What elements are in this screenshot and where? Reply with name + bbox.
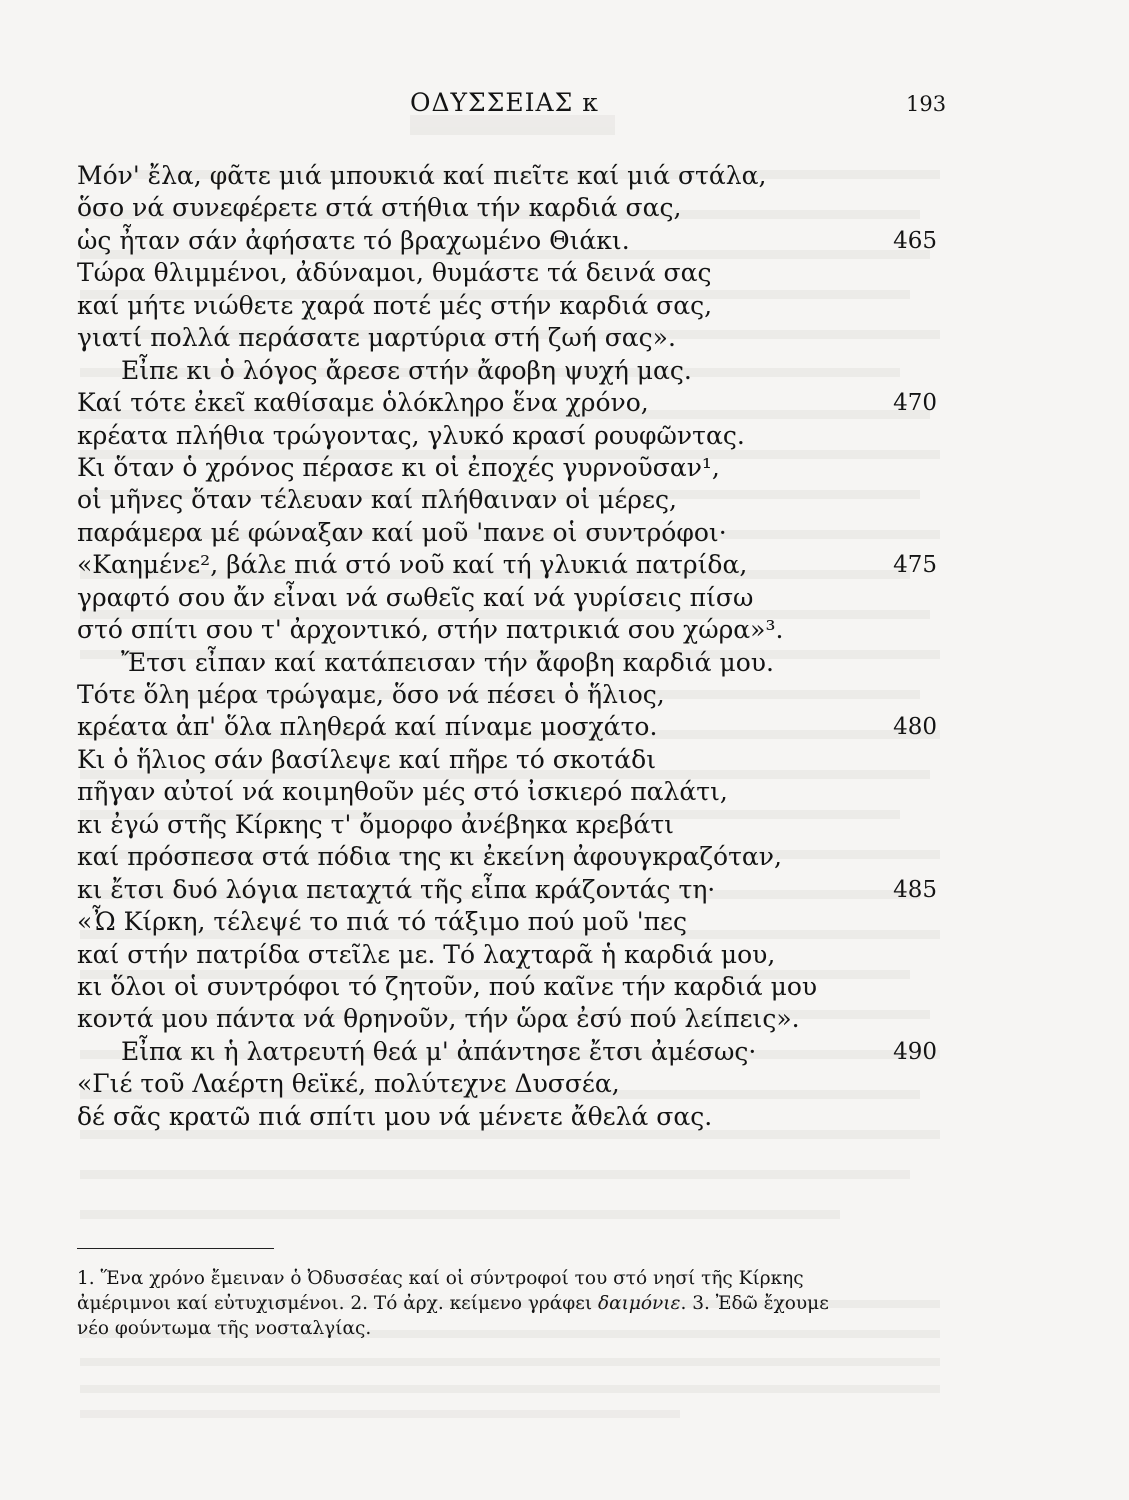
verse-text: γραφτό σου ἄν εἶναι νά σωθεῖς καί νά γυρίσεις πίσω: [77, 582, 754, 612]
verse-line: [77, 355, 947, 387]
verse-line: [77, 257, 947, 289]
verse-line-number: 465: [893, 227, 937, 254]
verse-text: κρέατα πλήθια τρώγοντας, γλυκό κρασί ρουφῶντας.: [77, 420, 745, 450]
footnotes: [77, 1266, 937, 1341]
verse-text: «Ὦ Κίρκη, τέλεψέ το πιά τό τάξιμο πού μοῦ 'πες: [77, 907, 688, 937]
verse-line: [77, 679, 947, 711]
footnote-line: 1. Ἕνα χρόνο ἔμειναν ὁ Ὀδυσσέας καί οἱ σύντροφοί του στό νησί τῆς Κίρκης: [77, 1268, 804, 1289]
verse-line-number: 470: [893, 390, 937, 417]
verse-line: [77, 225, 947, 257]
poem-verses: [77, 160, 947, 1133]
verse-line: [77, 192, 947, 224]
verse-text: «Καημένε², βάλε πιά στό νοῦ καί τή γλυκιά πατρίδα,: [77, 550, 748, 580]
verse-text: Κι ὅταν ὁ χρόνος πέρασε κι οἱ ἐποχές γυρνοῦσαν¹,: [77, 452, 720, 482]
verse-text: Εἶπε κι ὁ λόγος ἄρεσε στήν ἄφοβη ψυχή μας.: [121, 355, 692, 385]
verse-text: «Γιέ τοῦ Λαέρτη θεϊκέ, πολύτεχνε Δυσσέα,: [77, 1069, 620, 1099]
verse-text: Καί τότε ἐκεῖ καθίσαμε ὁλόκληρο ἕνα χρόνο,: [77, 388, 649, 418]
verse-line-number: 490: [893, 1038, 937, 1065]
verse-line: [77, 1068, 947, 1100]
footnote-text: ἀμέριμνοι καί εὐτυχισμένοι. 2. Τό ἀρχ. κείμενο γράφει: [77, 1293, 598, 1314]
verse-line: [77, 387, 947, 419]
verse-line: [77, 484, 947, 516]
page-number: 193: [906, 92, 947, 116]
verse-line: [77, 744, 947, 776]
verse-line: [77, 647, 947, 679]
verse-line: [77, 841, 947, 873]
verse-line-number: 485: [893, 876, 937, 903]
verse-line: [77, 874, 947, 906]
verse-line: [77, 1003, 947, 1035]
footnote-text: . 3. Ἐδῶ ἔχουμε: [680, 1293, 829, 1314]
verse-text: στό σπίτι σου τ' ἀρχοντικό, στήν πατρικιά σου χώρα»³.: [77, 615, 784, 645]
verse-line: [77, 906, 947, 938]
verse-line: [77, 614, 947, 646]
running-header-title: ΟΔΥΣΣΕΙΑΣ κ: [410, 88, 599, 117]
verse-text: οἱ μῆνες ὅταν τέλευαν καί πλήθαιναν οἱ μέρες,: [77, 485, 677, 515]
verse-text: καί στήν πατρίδα στεῖλε με. Τό λαχταρᾶ ἡ καρδιά μου,: [77, 939, 776, 969]
verse-text: ὡς ἦταν σάν ἀφήσατε τό βραχωμένο Θιάκι.: [77, 225, 630, 255]
verse-text: Κι ὁ ἥλιος σάν βασίλεψε καί πῆρε τό σκοτάδι: [77, 744, 657, 774]
verse-line: [77, 290, 947, 322]
verse-line: [77, 776, 947, 808]
verse-text: δέ σᾶς κρατῶ πιά σπίτι μου νά μένετε ἄθελά σας.: [77, 1101, 713, 1131]
footnote-rule: [77, 1248, 274, 1249]
verse-text: κι ἔτσι δυό λόγια πεταχτά τῆς εἶπα κράζοντάς τη·: [77, 874, 716, 904]
verse-text: πῆγαν αὐτοί νά κοιμηθοῦν μές στό ἰσκιερό παλάτι,: [77, 777, 728, 807]
verse-line: [77, 971, 947, 1003]
verse-text: κρέατα ἀπ' ὅλα πληθερά καί πίναμε μοσχάτο.: [77, 712, 658, 742]
verse-text: Ἔτσι εἶπαν καί κατάπεισαν τήν ἄφοβη καρδιά μου.: [121, 647, 774, 677]
verse-text: Μόν' ἔλα, φᾶτε μιά μπουκιά καί πιεῖτε καί μιά στάλα,: [77, 161, 767, 190]
verse-line: [77, 1036, 947, 1068]
verse-text: καί πρόσπεσα στά πόδια της κι ἐκείνη ἀφουγκραζόταν,: [77, 842, 782, 872]
verse-line: [77, 160, 947, 192]
verse-text: κι ἐγώ στῆς Κίρκης τ' ὄμορφο ἀνέβηκα κρεβάτι: [77, 809, 674, 839]
verse-text: ὅσο νά συνεφέρετε στά στήθια τήν καρδιά σας,: [77, 193, 682, 223]
verse-line: [77, 809, 947, 841]
verse-line: [77, 420, 947, 452]
verse-line-number: 480: [893, 714, 937, 741]
verse-text: Τότε ὅλη μέρα τρώγαμε, ὅσο νά πέσει ὁ ἥλιος,: [77, 680, 665, 709]
verse-line: [77, 711, 947, 743]
verse-line-number: 475: [893, 552, 937, 579]
verse-text: γιατί πολλά περάσατε μαρτύρια στή ζωή σας».: [77, 323, 676, 353]
verse-line: [77, 517, 947, 549]
verse-line: [77, 1101, 947, 1133]
verse-text: παράμερα μέ φώναξαν καί μοῦ 'πανε οἱ συντρόφοι·: [77, 517, 727, 547]
verse-text: Τώρα θλιμμένοι, ἀδύναμοι, θυμάστε τά δεινά σας: [77, 258, 712, 288]
footnote-line: νέο φούντωμα τῆς νοσταλγίας.: [77, 1318, 372, 1339]
verse-text: Εἶπα κι ἡ λατρευτή θεά μ' ἀπάντησε ἔτσι ἀμέσως·: [121, 1036, 757, 1066]
verse-line: [77, 322, 947, 354]
footnote-quoted-word: δαιμόνιε: [597, 1293, 681, 1314]
verse-line: [77, 582, 947, 614]
verse-line: [77, 939, 947, 971]
verse-text: κι ὅλοι οἱ συντρόφοι τό ζητοῦν, πού καῖνε τήν καρδιά μου: [77, 971, 818, 1001]
verse-text: καί μήτε νιώθετε χαρά ποτέ μές στήν καρδιά σας,: [77, 290, 713, 320]
footnote-line: [77, 1291, 937, 1316]
verse-line: [77, 549, 947, 581]
verse-text: κοντά μου πάντα νά θρηνοῦν, τήν ὥρα ἐσύ πού λείπεις».: [77, 1004, 800, 1034]
verse-line: [77, 452, 947, 484]
